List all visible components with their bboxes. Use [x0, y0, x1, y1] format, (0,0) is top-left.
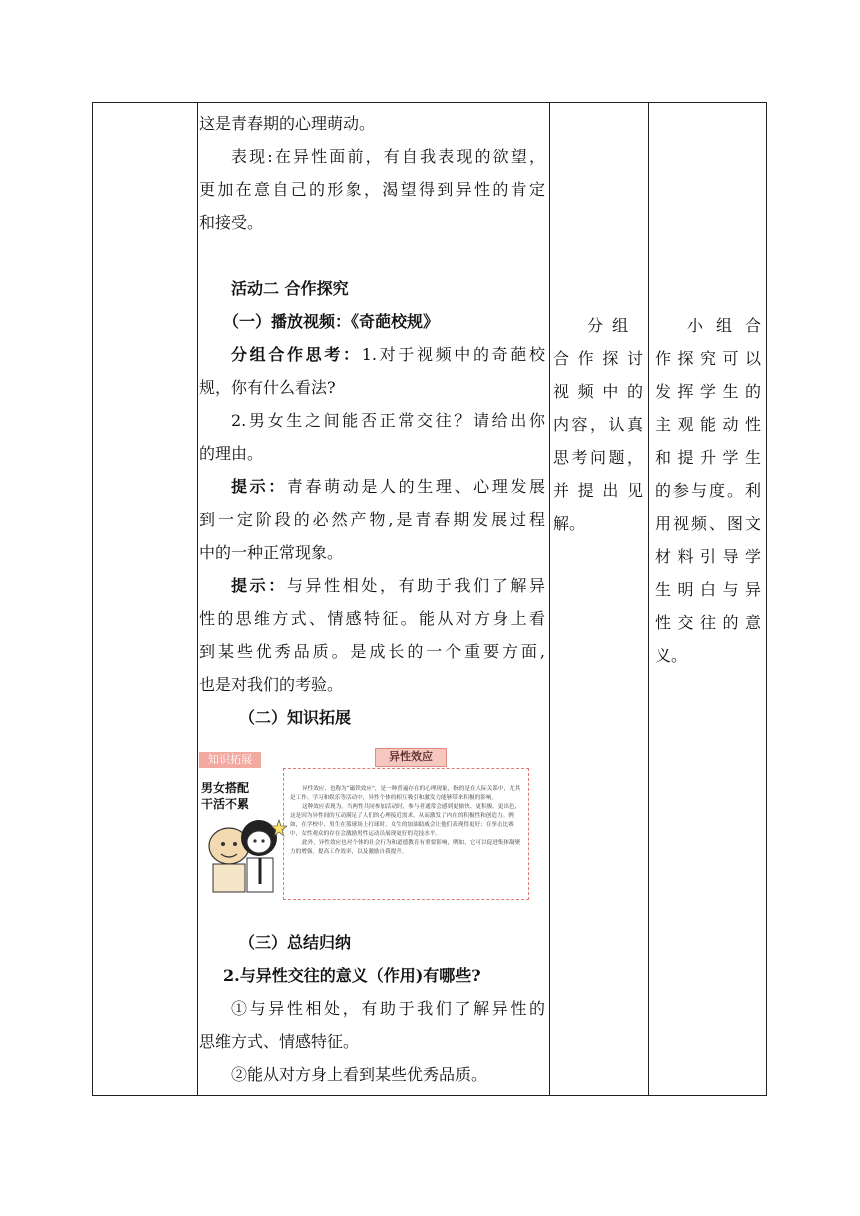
section-heading: （二）知识拓展	[239, 708, 352, 727]
column-divider	[648, 103, 649, 1095]
text-span: 与异性相处，有助于我们了解异	[286, 576, 545, 595]
text-span: 青春萌动是人的生理、心理发展	[286, 477, 545, 496]
text-line: 也是对我们的考验。	[199, 675, 344, 694]
text-line: 主观能动性	[655, 415, 761, 434]
knowledge-paragraph: 此外，异性效应也对个体的社会行为和道德教育有重要影响，例如，它可以促进集体凝聚力的增强，提高工作效率，以及激励自我提升。	[290, 840, 521, 855]
text-line: 思考问题，	[553, 448, 643, 467]
text-line: 的理由。	[199, 444, 264, 463]
knowledge-paragraph: 异性效应，也称为“磁铁效应”，是一种普遍存在的心理现象，指的是在人际关系中，尤其是工作、学习和娱乐等活动中，异性个体的相互吸引和激发力能够带来积极的影响。	[290, 786, 521, 801]
text-line: 材料引导学	[655, 547, 761, 566]
text-line: 用视频、图文	[655, 514, 761, 533]
knowledge-title: 异性效应	[375, 748, 447, 767]
section-heading: （一）播放视频：《奇葩校规》	[223, 312, 440, 331]
text-line: 更加在意自己的形象，渴望得到异性的肯定	[199, 180, 545, 199]
text-line: 规，你有什么看法?	[199, 378, 336, 397]
student-activity-column	[553, 309, 643, 540]
text-span: 1.对于视频中的奇葩校	[361, 345, 545, 364]
column-divider	[197, 103, 198, 1095]
text-line: 生明白与异	[655, 580, 761, 599]
text-line: 性的思维方式、情感特征。能从对方身上看	[199, 609, 545, 628]
label-bold: 提示：	[231, 477, 287, 496]
text-line: 并提出见	[553, 481, 643, 500]
text-line: 和提升学生	[655, 448, 761, 467]
text-line: 义。	[655, 646, 688, 665]
text-line: 小组合	[687, 316, 761, 335]
knowledge-tag: 知识拓展	[199, 752, 261, 768]
column-divider	[549, 103, 550, 1095]
text-line: 内容，认真	[553, 415, 643, 434]
label-bold: 提示：	[231, 576, 287, 595]
text-line: ①与异性相处，有助于我们了解异性的	[231, 999, 545, 1018]
text-line: 性交往的意	[655, 613, 761, 632]
text-line: 视频中的	[553, 382, 643, 401]
section-heading: （三）总结归纳	[239, 933, 352, 952]
content-column	[199, 107, 545, 1091]
design-intent-column	[655, 309, 761, 672]
text-line: 中的一种正常现象。	[199, 543, 344, 562]
text-line: 和接受。	[199, 213, 264, 232]
text-line: 作探究可以	[655, 349, 761, 368]
text-line: 分 组	[587, 316, 631, 335]
text-line: 到某些优秀品质。是成长的一个重要方面,	[199, 642, 545, 661]
text-line	[199, 569, 545, 602]
text-line: 这是青春期的心理萌动。	[199, 114, 376, 133]
cartoon-caption: 男女搭配	[201, 781, 250, 795]
blank-line	[199, 239, 545, 272]
knowledge-paragraph: 这种效应表现为，当两性共同参加活动时，参与者通常会感到更愉快、更积极、更出色，这是因为异性间的互动满足了人们的心理接近需求，从而激发了内在的积极性和创造力。例如，在学校中，男生在篮球场上打球时，女生的加油助威会让他们表现得更好；在拳击比赛中，女性观众的存在会激励男性运动员展现更好的竞技水平。	[290, 804, 521, 837]
text-line	[199, 338, 545, 371]
text-line	[199, 470, 545, 503]
label-bold: 分组合作思考：	[231, 345, 362, 364]
cartoon-figures-icon	[199, 814, 287, 894]
lesson-table	[92, 102, 767, 1096]
text-line: 发挥学生的	[655, 382, 761, 401]
cartoon-illustration	[199, 780, 287, 892]
knowledge-text-box	[283, 768, 529, 900]
section-heading: 活动二 合作探究	[231, 279, 349, 298]
text-line: 解。	[553, 514, 586, 533]
cartoon-caption: 干活不累	[201, 797, 250, 811]
text-line: 2.男女生之间能否正常交往？请给出你	[231, 411, 545, 430]
text-line: 表现:在异性面前，有自我表现的欲望，	[231, 147, 545, 166]
text-line: 合作探讨	[553, 349, 643, 368]
text-line: 思维方式、情感特征。	[199, 1032, 360, 1051]
text-line: 的参与度。利	[655, 481, 761, 500]
question-heading: 2.与异性交往的意义（作用)有哪些?	[223, 966, 481, 985]
text-line: 到一定阶段的必然产物,是青春期发展过程	[199, 510, 545, 529]
knowledge-image	[199, 744, 529, 912]
text-line: ②能从对方身上看到某些优秀品质。	[231, 1065, 488, 1084]
